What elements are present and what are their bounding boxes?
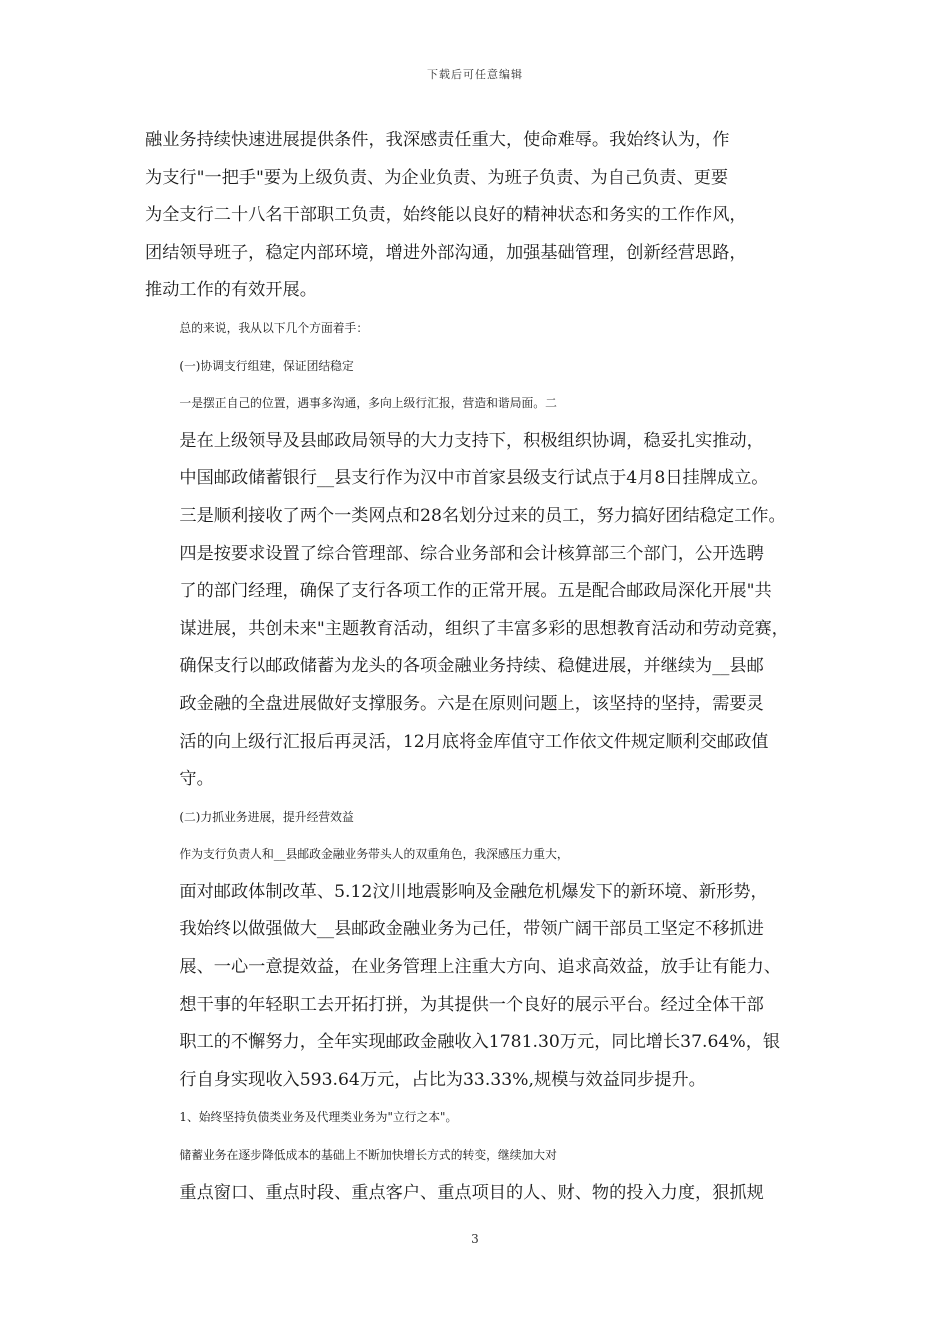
paragraph bbox=[145, 1137, 807, 1212]
document-body bbox=[145, 122, 807, 1212]
text-line: 团结领导班子，稳定内部环境，增进外部沟通，加强基础管理，创新经营思路， bbox=[145, 242, 747, 263]
text-line: 三是顺利接收了两个一类网点和28名划分过来的员工，努力搞好团结稳定工作。 bbox=[179, 505, 786, 526]
text-line: 一是摆正自己的位置，遇事多沟通，多向上级行汇报，营造和谐局面。二 bbox=[179, 396, 557, 411]
text-line: 我始终以做强做大__县邮政金融业务为己任，带领广阔干部员工坚定不移抓进 bbox=[179, 919, 764, 940]
text-line: 1、始终坚持负债类业务及代理类业务为"立行之本"。 bbox=[179, 1110, 458, 1125]
text-line: 是在上级领导及县邮政局领导的大力支持下，积极组织协调，稳妥扎实推动， bbox=[179, 430, 764, 451]
text-line: 政金融的全盘进展做好支撑服务。六是在原则问题上，该坚持的坚持，需要灵 bbox=[179, 693, 764, 714]
text-line: 融业务持续快速进展提供条件，我深感责任重大，使命难辱。我始终认为，作 bbox=[145, 130, 730, 150]
paragraph bbox=[145, 1099, 807, 1137]
text-line: 为支行"一把手"要为上级负责、为企业负责、为班子负责、为自己负责、更要 bbox=[145, 167, 729, 188]
text-line: 了的部门经理，确保了支行各项工作的正常开展。五是配合邮政局深化开展"共 bbox=[179, 581, 772, 602]
paragraph bbox=[145, 122, 807, 310]
paragraph bbox=[145, 310, 807, 348]
paragraph bbox=[145, 799, 807, 837]
text-line: 储蓄业务在逐步降低成本的基础上不断加快增长方式的转变，继续加大对 bbox=[179, 1148, 557, 1163]
text-line: 总的来说，我从以下几个方面着手： bbox=[179, 320, 369, 335]
text-line: 职工的不懈努力，全年实现邮政金融收入1781.30万元，同比增长37.64%，银 bbox=[179, 1032, 781, 1053]
text-line: 为全支行二十八名干部职工负责，始终能以良好的精神状态和务实的工作作风， bbox=[145, 205, 747, 226]
text-line: (二)力抓业务进展，提升经营效益 bbox=[179, 809, 354, 824]
text-line: 四是按要求设置了综合管理部、综合业务部和会计核算部三个部门，公开选聘 bbox=[179, 543, 764, 564]
paragraph bbox=[145, 836, 807, 1099]
paragraph bbox=[145, 385, 807, 799]
text-line: 面对邮政体制改革、5.12汶川地震影响及金融危机爆发下的新环境、新形势， bbox=[179, 881, 768, 902]
paragraph bbox=[145, 348, 807, 386]
text-line: 重点窗口、重点时段、重点客户、重点项目的人、财、物的投入力度，狠抓规 bbox=[179, 1182, 764, 1203]
text-line: (一)协调支行组建，保证团结稳定 bbox=[179, 358, 354, 373]
text-line: 谋进展，共创未来"主题教育活动，组织了丰富多彩的思想教育活动和劳动竞赛， bbox=[179, 618, 789, 639]
text-line: 确保支行以邮政储蓄为龙头的各项金融业务持续、稳健进展，并继续为__县邮 bbox=[179, 656, 764, 677]
text-line: 中国邮政储蓄银行__县支行作为汉中市首家县级支行试点于4月8日挂牌成立。 bbox=[179, 468, 769, 489]
text-line: 活的向上级行汇报后再灵活，12月底将金库值守工作依文件规定顺利交邮政值 bbox=[179, 731, 769, 752]
text-line: 作为支行负责人和__县邮政金融业务带头人的双重角色，我深感压力重大， bbox=[179, 847, 569, 862]
text-line: 展、一心一意提效益，在业务管理上注重大方向、追求高效益，放手让有能力、 bbox=[179, 957, 781, 978]
text-line: 守。 bbox=[179, 769, 214, 790]
text-line: 行自身实现收入593.64万元，占比为33.33%,规模与效益同步提升。 bbox=[179, 1069, 706, 1090]
text-line: 推动工作的有效开展。 bbox=[145, 280, 317, 301]
page-number: 3 bbox=[471, 1232, 479, 1246]
page-header: 下载后可任意编辑 bbox=[427, 68, 523, 81]
text-line: 想干事的年轻职工去开拓打拼，为其提供一个良好的展示平台。经过全体干部 bbox=[179, 994, 764, 1015]
